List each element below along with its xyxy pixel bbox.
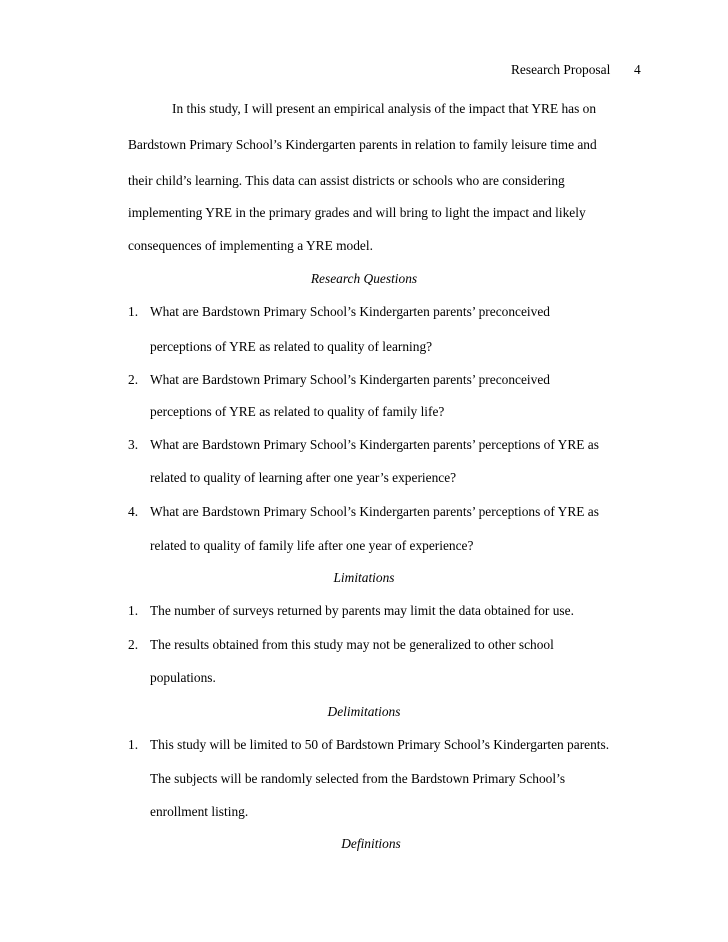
list-item-line: related to quality of learning after one year’s experience? xyxy=(150,470,457,485)
list-number: 4. xyxy=(128,504,139,519)
list-number: 2. xyxy=(128,637,139,652)
list-item-line: What are Bardstown Primary School’s Kindergarten parents’ preconceived xyxy=(150,304,550,319)
intro-line: In this study, I will present an empirical analysis of the impact that YRE has on xyxy=(172,101,597,116)
list-item-line: populations. xyxy=(150,670,216,685)
list-item-line: perceptions of YRE as related to quality of family life? xyxy=(150,404,445,419)
intro-line: implementing YRE in the primary grades and will bring to light the impact and likely xyxy=(128,205,586,220)
list-item-line: enrollment listing. xyxy=(150,804,249,819)
list-item-line: What are Bardstown Primary School’s Kindergarten parents’ perceptions of YRE as xyxy=(150,504,599,519)
list-item-line: What are Bardstown Primary School’s Kindergarten parents’ perceptions of YRE as xyxy=(150,437,599,452)
running-head-title: Research Proposal xyxy=(511,62,611,77)
list-number: 1. xyxy=(128,603,139,618)
research-questions-heading: Research Questions xyxy=(310,271,418,286)
list-number: 1. xyxy=(128,304,139,319)
list-number: 3. xyxy=(128,437,139,452)
delimitations-heading: Delimitations xyxy=(327,704,401,719)
list-item-line: The results obtained from this study may not be generalized to other school xyxy=(150,637,554,652)
limitations-heading: Limitations xyxy=(333,570,395,585)
list-item-line: What are Bardstown Primary School’s Kindergarten parents’ preconceived xyxy=(150,372,550,387)
page-number: 4 xyxy=(634,62,641,77)
intro-line: Bardstown Primary School’s Kindergarten parents in relation to family leisure time and xyxy=(128,137,597,152)
list-item-line: The subjects will be randomly selected from the Bardstown Primary School’s xyxy=(150,771,566,786)
definitions-heading: Definitions xyxy=(341,836,401,851)
list-item-line: This study will be limited to 50 of Bardstown Primary School’s Kindergarten parents. xyxy=(150,737,610,752)
list-item-line: related to quality of family life after one year of experience? xyxy=(150,538,474,553)
list-item-line: perceptions of YRE as related to quality of learning? xyxy=(150,339,433,354)
intro-line: consequences of implementing a YRE model. xyxy=(128,238,373,253)
intro-line: their child’s learning. This data can assist districts or schools who are considering xyxy=(128,173,565,188)
list-item-line: The number of surveys returned by parents may limit the data obtained for use. xyxy=(150,603,574,618)
list-number: 1. xyxy=(128,737,139,752)
list-number: 2. xyxy=(128,372,139,387)
